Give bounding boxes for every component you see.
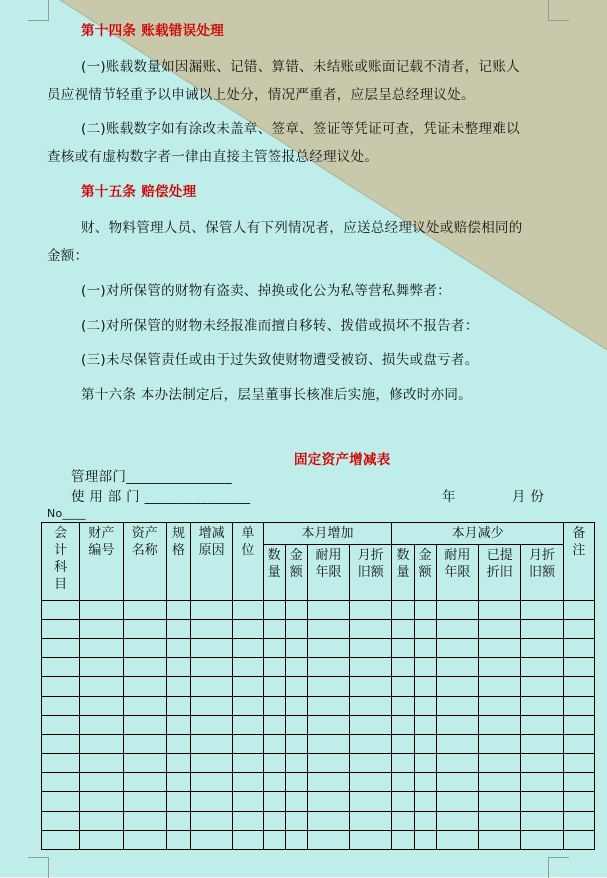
table-cell <box>123 600 166 619</box>
article-14-para1-line2: 员应视情节轻重予以申诫以上处分，情况严重者，应层呈总经理议处。 <box>47 87 475 103</box>
table-cell <box>350 600 392 619</box>
table-cell <box>307 600 349 619</box>
table-cell <box>307 773 349 792</box>
table-cell <box>123 811 166 830</box>
table-cell <box>563 600 594 619</box>
table-cell <box>307 734 349 753</box>
table-cell <box>479 754 521 773</box>
table-cell <box>166 754 190 773</box>
table-cell <box>42 830 80 849</box>
table-cell <box>42 677 80 696</box>
table-cell <box>42 715 80 734</box>
header-inc-qty: 数量 <box>267 548 281 581</box>
table-cell <box>436 639 478 658</box>
table-cell <box>307 792 349 811</box>
year-label: 年 <box>442 489 456 505</box>
table-cell <box>350 773 392 792</box>
table-cell <box>307 639 349 658</box>
table-cell <box>414 715 436 734</box>
article-15-item1: (一)对所保管的财物有盗卖、掉换或化公为私等营私舞弊者： <box>81 283 451 299</box>
table-cell <box>42 773 80 792</box>
table-cell <box>350 754 392 773</box>
crop-mark-tl <box>28 0 49 21</box>
table-cell <box>521 773 563 792</box>
table-cell <box>350 715 392 734</box>
table-cell <box>350 734 392 753</box>
table-cell <box>285 773 307 792</box>
table-cell <box>414 773 436 792</box>
table-cell <box>392 639 414 658</box>
table-cell <box>233 773 263 792</box>
table-cell <box>263 677 285 696</box>
table-cell <box>521 830 563 849</box>
table-cell <box>166 734 190 753</box>
table-cell <box>80 658 123 677</box>
table-cell <box>521 600 563 619</box>
table-cell <box>350 811 392 830</box>
table-cell <box>166 792 190 811</box>
table-cell <box>123 658 166 677</box>
table-cell <box>479 658 521 677</box>
table-cell <box>563 639 594 658</box>
table-cell <box>436 696 478 715</box>
table-cell <box>392 658 414 677</box>
article-16: 第十六条 本办法制定后，层呈董事长核准后实施，修改时亦同。 <box>81 387 472 403</box>
table-cell <box>521 677 563 696</box>
table-cell <box>414 734 436 753</box>
header-dec-life: 耐用年限 <box>444 548 471 581</box>
table-cell <box>191 639 233 658</box>
form-title: 固定资产增减表 <box>294 452 391 468</box>
table-cell <box>350 696 392 715</box>
table-cell <box>285 754 307 773</box>
table-cell <box>436 677 478 696</box>
serial-no-label: No____ <box>47 507 86 520</box>
table-cell <box>521 619 563 638</box>
table-cell <box>479 600 521 619</box>
table-cell <box>436 715 478 734</box>
table-cell <box>263 639 285 658</box>
table-cell <box>563 696 594 715</box>
table-cell <box>414 754 436 773</box>
table-cell <box>233 830 263 849</box>
table-cell <box>263 773 285 792</box>
table-cell <box>350 792 392 811</box>
table-cell <box>392 792 414 811</box>
table-cell <box>42 734 80 753</box>
header-inc-monthly-dep: 月折旧额 <box>357 548 384 581</box>
table-cell <box>42 600 80 619</box>
table-cell <box>80 773 123 792</box>
table-cell <box>392 811 414 830</box>
table-cell <box>42 658 80 677</box>
table-cell <box>563 811 594 830</box>
table-cell <box>350 830 392 849</box>
article-14-heading: 第十四条 账载错误处理 <box>81 23 224 39</box>
table-cell <box>263 715 285 734</box>
table-cell <box>521 696 563 715</box>
table-cell <box>123 639 166 658</box>
table-cell <box>80 715 123 734</box>
table-cell <box>285 715 307 734</box>
table-cell <box>436 773 478 792</box>
table-cell <box>285 619 307 638</box>
table-cell <box>191 811 233 830</box>
table-cell <box>123 715 166 734</box>
table-cell <box>80 696 123 715</box>
header-asset-number: 财产编号 <box>88 526 115 558</box>
table-cell <box>521 658 563 677</box>
table-cell <box>479 734 521 753</box>
table-cell <box>392 773 414 792</box>
table-cell <box>436 734 478 753</box>
table-cell <box>191 658 233 677</box>
table-cell <box>307 696 349 715</box>
header-monthly-increase: 本月增加 <box>301 526 354 541</box>
table-cell <box>263 792 285 811</box>
table-cell <box>191 696 233 715</box>
table-cell <box>285 658 307 677</box>
table-cell <box>414 811 436 830</box>
table-cell <box>479 677 521 696</box>
table-cell <box>263 658 285 677</box>
table-cell <box>285 639 307 658</box>
table-cell <box>263 830 285 849</box>
table-cell <box>392 619 414 638</box>
table-cell <box>123 734 166 753</box>
table-cell <box>166 639 190 658</box>
table-cell <box>436 754 478 773</box>
table-cell <box>263 696 285 715</box>
article-15-item2: (二)对所保管的财物未经报准而擅自移转、拨借或损坏不报告者： <box>81 318 479 334</box>
table-cell <box>392 830 414 849</box>
table-cell <box>123 754 166 773</box>
crop-mark-tr <box>548 0 569 21</box>
table-cell <box>191 754 233 773</box>
table-cell <box>414 792 436 811</box>
table-cell <box>350 677 392 696</box>
table-cell <box>285 677 307 696</box>
table-cell <box>350 639 392 658</box>
table-cell <box>307 811 349 830</box>
fixed-asset-change-table <box>41 522 595 850</box>
article-14-para2-line1: (二)账载数字如有涂改未盖章、签章、签证等凭证可查，凭证未整理难以 <box>81 121 520 137</box>
table-cell <box>80 619 123 638</box>
table-cell <box>233 639 263 658</box>
table-cell <box>191 677 233 696</box>
table-cell <box>521 792 563 811</box>
table-cell <box>233 754 263 773</box>
table-cell <box>191 600 233 619</box>
table-cell <box>521 639 563 658</box>
table-cell <box>414 600 436 619</box>
article-15-intro-line2: 金额： <box>47 248 89 264</box>
table-cell <box>80 811 123 830</box>
table-row <box>42 792 595 811</box>
table-cell <box>285 830 307 849</box>
table-cell <box>307 658 349 677</box>
table-cell <box>521 811 563 830</box>
table-cell <box>307 830 349 849</box>
table-cell <box>414 830 436 849</box>
table-cell <box>414 619 436 638</box>
header-account: 会计科目 <box>54 526 68 592</box>
table-cell <box>166 715 190 734</box>
table-cell <box>563 658 594 677</box>
table-cell <box>233 677 263 696</box>
table-cell <box>263 734 285 753</box>
table-cell <box>166 677 190 696</box>
table-cell <box>563 754 594 773</box>
article-15-intro-line1: 财、物料管理人员、保管人有下列情况者，应送总经理议处或赔偿相同的 <box>81 220 523 236</box>
table-cell <box>563 773 594 792</box>
table-cell <box>479 811 521 830</box>
table-cell <box>263 754 285 773</box>
header-dec-qty: 数量 <box>396 548 410 581</box>
table-cell <box>285 811 307 830</box>
table-cell <box>414 696 436 715</box>
table-cell <box>350 619 392 638</box>
table-cell <box>263 600 285 619</box>
table-row <box>42 715 595 734</box>
table-cell <box>166 619 190 638</box>
table-cell <box>392 600 414 619</box>
table-cell <box>414 639 436 658</box>
table-cell <box>479 639 521 658</box>
header-dec-monthly-dep: 月折旧额 <box>529 548 556 581</box>
table-cell <box>285 600 307 619</box>
table-cell <box>123 619 166 638</box>
table-cell <box>392 677 414 696</box>
table-cell <box>285 696 307 715</box>
table-cell <box>233 715 263 734</box>
table-row <box>42 773 595 792</box>
table-cell <box>479 619 521 638</box>
table-cell <box>392 754 414 773</box>
table-cell <box>80 677 123 696</box>
table-cell <box>479 830 521 849</box>
month-label: 月 份 <box>512 489 545 505</box>
header-inc-amount: 金额 <box>289 548 303 581</box>
table-cell <box>166 696 190 715</box>
article-14-para2-line2: 查核或有虚构数字者一律由直接主管签报总经理议处。 <box>47 149 379 165</box>
table-cell <box>392 715 414 734</box>
table-cell <box>285 792 307 811</box>
table-cell <box>563 715 594 734</box>
table-row <box>42 619 595 638</box>
table-cell <box>191 792 233 811</box>
table-cell <box>479 792 521 811</box>
table-cell <box>307 619 349 638</box>
table-cell <box>563 677 594 696</box>
header-unit: 单位 <box>241 526 255 558</box>
table-cell <box>479 696 521 715</box>
table-row <box>42 811 595 830</box>
table-cell <box>191 734 233 753</box>
table-cell <box>166 658 190 677</box>
table-cell <box>123 792 166 811</box>
table-row <box>42 754 595 773</box>
table-cell <box>436 792 478 811</box>
table-cell <box>263 619 285 638</box>
table-cell <box>436 658 478 677</box>
article-14-para1-line1: (一)账载数量如因漏账、记错、算错、未结账或账面记载不清者，记账人 <box>81 59 520 75</box>
table-body <box>42 600 595 849</box>
header-dec-amount: 金额 <box>418 548 432 581</box>
table-cell <box>263 811 285 830</box>
table-row <box>42 658 595 677</box>
table-cell <box>233 811 263 830</box>
table-row <box>42 677 595 696</box>
table-cell <box>436 619 478 638</box>
table-cell <box>436 811 478 830</box>
table-cell <box>350 658 392 677</box>
table-cell <box>80 754 123 773</box>
table-cell <box>436 600 478 619</box>
table-cell <box>563 792 594 811</box>
table-cell <box>563 619 594 638</box>
header-monthly-decrease: 本月减少 <box>451 526 504 541</box>
user-dept-field: 使 用 部 门 _______________ <box>71 489 251 505</box>
table-cell <box>42 639 80 658</box>
table-cell <box>42 696 80 715</box>
table-cell <box>42 754 80 773</box>
table-cell <box>307 754 349 773</box>
table-cell <box>80 830 123 849</box>
header-asset-name: 资产名称 <box>131 526 158 558</box>
table-cell <box>191 715 233 734</box>
table-cell <box>233 658 263 677</box>
table-row <box>42 600 595 619</box>
table-cell <box>285 734 307 753</box>
table-row <box>42 696 595 715</box>
table-cell <box>563 830 594 849</box>
table-cell <box>233 734 263 753</box>
article-15-item3: (三)未尽保管责任或由于过失致使财物遭受被窃、损失或盘亏者。 <box>81 352 479 368</box>
table-cell <box>191 619 233 638</box>
table-cell <box>123 773 166 792</box>
table-cell <box>521 715 563 734</box>
table-cell <box>191 830 233 849</box>
table-cell <box>42 811 80 830</box>
table-cell <box>479 715 521 734</box>
crop-mark-br <box>548 857 569 878</box>
table-cell <box>166 600 190 619</box>
header-spec: 规格 <box>171 526 185 558</box>
table-cell <box>166 811 190 830</box>
article-15-heading: 第十五条 赔偿处理 <box>81 184 197 200</box>
table-cell <box>233 600 263 619</box>
table-row <box>42 734 595 753</box>
management-dept-field: 管理部门_______________ <box>71 469 232 485</box>
table-cell <box>191 773 233 792</box>
table-cell <box>392 696 414 715</box>
table-cell <box>166 830 190 849</box>
table-cell <box>307 715 349 734</box>
table-cell <box>80 792 123 811</box>
table-cell <box>436 830 478 849</box>
header-remark: 备注 <box>572 526 586 558</box>
table-cell <box>42 619 80 638</box>
header-inc-life: 耐用年限 <box>315 548 342 581</box>
header-dec-accum-dep: 已提折旧 <box>486 548 513 581</box>
table-cell <box>233 619 263 638</box>
table-cell <box>521 754 563 773</box>
table-cell <box>42 792 80 811</box>
table-cell <box>414 658 436 677</box>
table-cell <box>233 792 263 811</box>
table-cell <box>80 600 123 619</box>
table-row <box>42 830 595 849</box>
table-cell <box>563 734 594 753</box>
table-cell <box>392 734 414 753</box>
table-cell <box>307 677 349 696</box>
table-cell <box>123 830 166 849</box>
table-cell <box>166 773 190 792</box>
table-cell <box>80 639 123 658</box>
table-cell <box>233 696 263 715</box>
table-cell <box>123 677 166 696</box>
header-reason: 增减原因 <box>198 526 225 558</box>
table-cell <box>521 734 563 753</box>
table-cell <box>123 696 166 715</box>
table-cell <box>414 677 436 696</box>
crop-mark-bl <box>28 857 49 878</box>
table-row <box>42 639 595 658</box>
table-cell <box>479 773 521 792</box>
table-cell <box>80 734 123 753</box>
